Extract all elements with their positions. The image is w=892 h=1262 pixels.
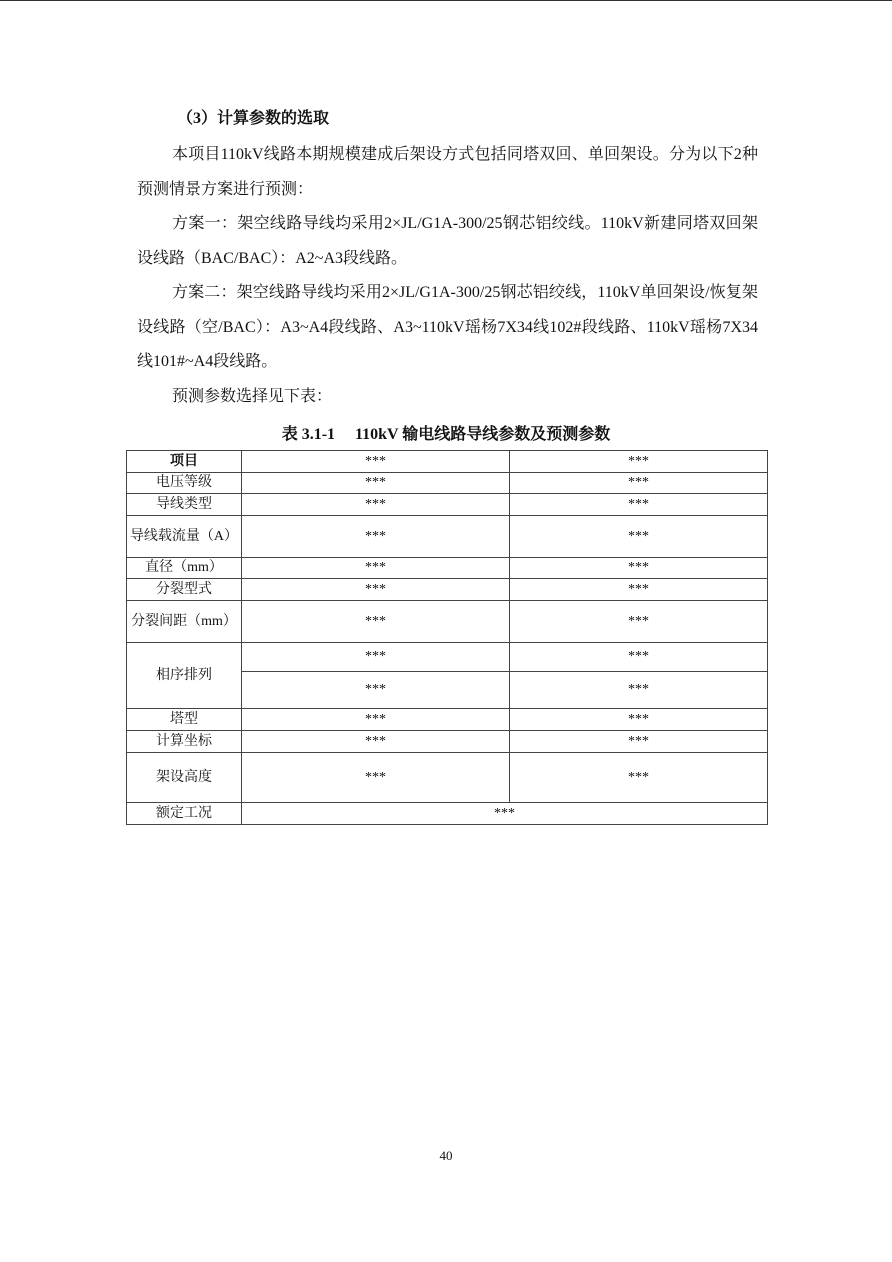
table-row [127,494,768,516]
row-label-height: 架设高度 [127,753,242,803]
cell-value: *** [510,558,768,579]
cell-value: *** [242,579,510,601]
row-label-diameter: 直径（mm） [127,558,242,579]
cell-value: *** [510,709,768,731]
row-label-phase-sequence: 相序排列 [127,643,242,709]
header-col-2: *** [510,451,768,473]
cell-value: *** [510,516,768,558]
cell-value: *** [242,473,510,494]
table-row [127,473,768,494]
row-label-bundle-type: 分裂型式 [127,579,242,601]
header-col-1: *** [242,451,510,473]
paragraph-scheme-1: 方案一：架空线路导线均采用2×JL/G1A-300/25钢芯铝绞线。110kV新建同塔双回架设线路（BAC/BAC）：A2~A3段线路。 [137,215,758,267]
paragraph-scheme-2: 方案二：架空线路导线均采用2×JL/G1A-300/25钢芯铝绞线，110kV单回架设/恢复架设线路（空/BAC）：A3~A4段线路、A3~110kV瑶杨7X34线102#段线路、110kV瑶杨7X34线101#~A4段线路。 [137,284,758,370]
table-row [127,803,768,825]
table-row [127,579,768,601]
row-label-bundle-spacing: 分裂间距（mm） [127,601,242,643]
cell-value: *** [510,494,768,516]
row-label-tower-type: 塔型 [127,709,242,731]
table-row [127,558,768,579]
cell-value: *** [510,753,768,803]
top-border-rule [0,0,892,1]
cell-value: *** [242,731,510,753]
cell-value: *** [510,643,768,672]
row-label-conductor-type: 导线类型 [127,494,242,516]
row-label-voltage: 电压等级 [127,473,242,494]
cell-value: *** [510,579,768,601]
cell-value: *** [510,601,768,643]
cell-value: *** [510,672,768,709]
row-label-ampacity: 导线载流量（A） [127,516,242,558]
paragraph-table-ref: 预测参数选择见下表： [172,387,333,405]
cell-value: *** [242,753,510,803]
cell-value: *** [510,731,768,753]
cell-value: *** [242,494,510,516]
cell-value: *** [242,709,510,731]
section-heading: （3）计算参数的选取 [177,110,330,127]
table-row [127,601,768,643]
paragraph-intro: 本项目110kV线路本期规模建成后架设方式包括同塔双回、单回架设。分为以下2种预测情景方案进行预测： [137,146,758,198]
cell-value: *** [242,803,768,825]
table-row [127,709,768,731]
table-row [127,753,768,803]
table-row [127,731,768,753]
row-label-coords: 计算坐标 [127,731,242,753]
cell-value: *** [242,558,510,579]
parameter-table [126,450,768,825]
page-number: 40 [439,1148,453,1163]
cell-value: *** [242,516,510,558]
table-row [127,643,768,672]
cell-value: *** [242,601,510,643]
table-row [127,516,768,558]
cell-value: *** [242,672,510,709]
header-item: 项目 [127,451,242,473]
table-header-row [127,451,768,473]
cell-value: *** [510,473,768,494]
table-caption: 表 3.1-1 110kV 输电线路导线参数及预测参数 [281,426,611,443]
cell-value: *** [242,643,510,672]
document-body [137,104,758,414]
row-label-rated: 额定工况 [127,803,242,825]
